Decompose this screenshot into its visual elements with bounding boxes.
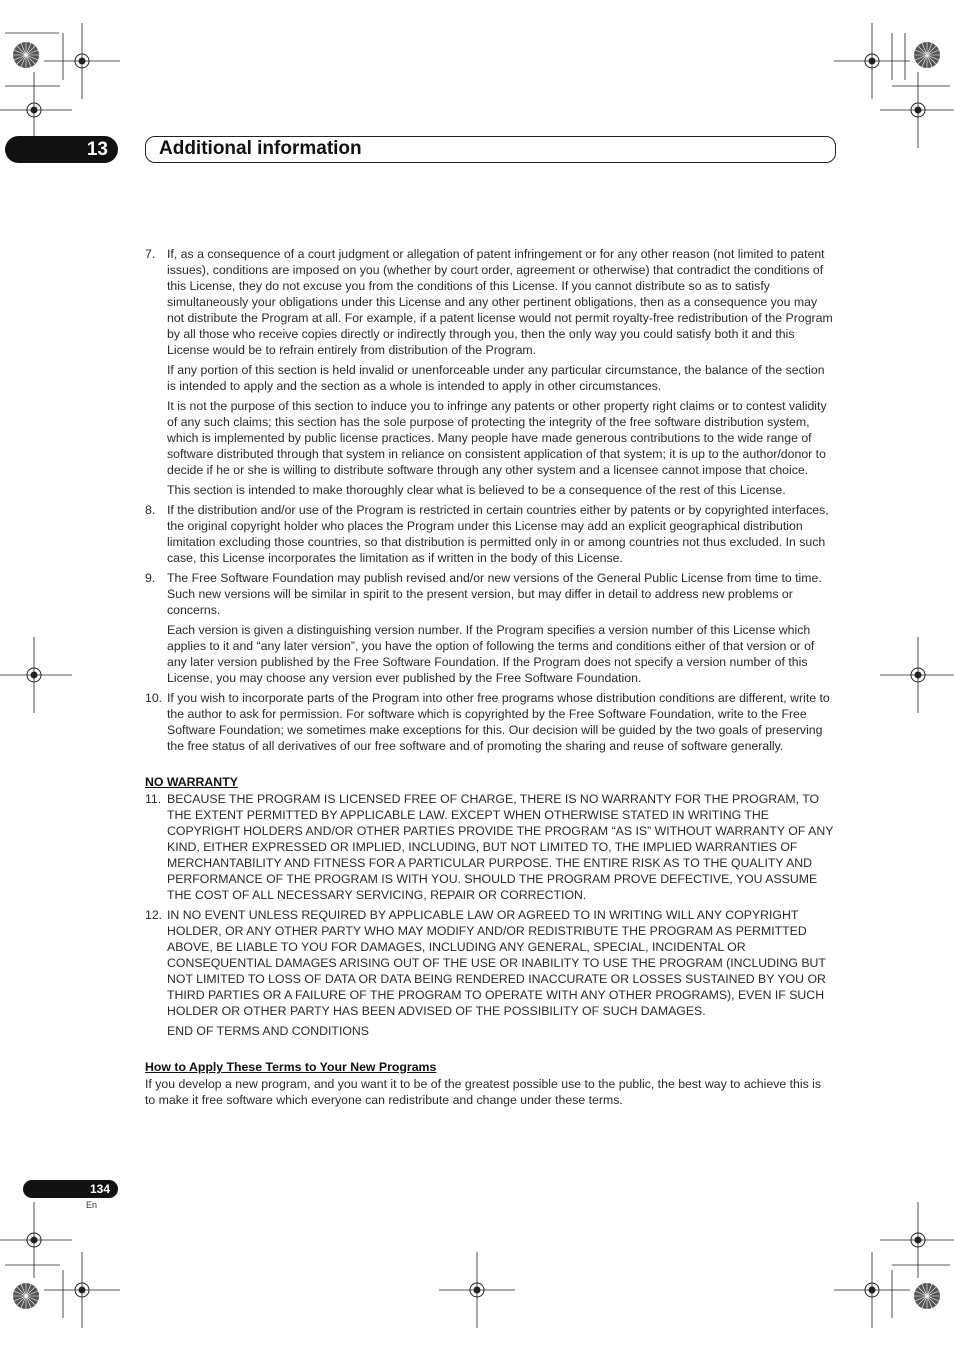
paragraph: BECAUSE THE PROGRAM IS LICENSED FREE OF CHARGE, THERE IS NO WARRANTY FOR THE PROGRAM, TO THE EXTENT PERMITTED BY APPLICABLE LAW. EXCEPT WHEN OTHERWISE STATED IN WRITING THE COPYRIGHT HOLDERS AND/OR OTHER PARTIES PROVIDE THE PROGRAM “AS IS” WITHOUT WARRANTY OF ANY KIND, EITHER EXPRESSED OR IMPLIED, INCLUDING, BUT NOT LIMITED TO, THE IMPLIED WARRANTIES OF MERCHANTABILITY AND FITNESS FOR A PARTICULAR PURPOSE. THE ENTIRE RISK AS TO THE QUALITY AND PERFORMANCE OF THE PROGRAM IS WITH YOU. SHOULD THE PROGRAM PROVE DEFECTIVE, YOU ASSUME THE COST OF ALL NECESSARY SERVICING, REPAIR OR CORRECTION. [167,792,834,902]
paragraph: If you wish to incorporate parts of the Program into other free programs whose distribution conditions are different, write to the author to ask for permission. For software which is copyrighted by the Free Software Foundation, write to the Free Software Foundation; we sometimes make exceptions for this. Our decision will be guided by the two goals of preserving the free status of all derivatives of our free software and of promoting the sharing and reuse of software generally. [167,691,830,753]
paragraph: IN NO EVENT UNLESS REQUIRED BY APPLICABLE LAW OR AGREED TO IN WRITING WILL ANY COPYRIGHT HOLDER, OR ANY OTHER PARTY WHO MAY MODIFY AND/OR REDISTRIBUTE THE PROGRAM AS PERMITTED ABOVE, BE LIABLE TO YOU FOR DAMAGES, INCLUDING ANY GENERAL, SPECIAL, INCIDENTAL OR CONSEQUENTIAL DAMAGES ARISING OUT OF THE USE OR INABILITY TO USE THE PROGRAM (INCLUDING BUT NOT LIMITED TO LOSS OF DATA OR DATA BEING RENDERED INACCURATE OR LOSSES SUSTAINED BY YOU OR THIRD PARTIES OR A FAILURE OF THE PROGRAM TO OPERATE WITH ANY OTHER PROGRAMS), EVEN IF SUCH HOLDER OR OTHER PARTY HAS BEEN ADVISED OF THE POSSIBILITY OF SUCH DAMAGES. [167,908,826,1018]
paragraph: If, as a consequence of a court judgment or allegation of patent infringement or for any other reason (not limited to patent issues), conditions are imposed on you (whether by court order, agreement or otherwise) that contradict the conditions of this License, they do not excuse you from the conditions of this License. If you cannot distribute so as to satisfy simultaneously your obligations under this License and any other pertinent obligations, then as a consequence you may not distribute the Program at all. For example, if a patent license would not permit royalty-free redistribution of the Program by all those who receive copies directly or indirectly through you, then the only way you could satisfy both it and this License would be to refrain entirely from distribution of the Program. [167,247,833,357]
license-text [145,246,834,1108]
how-to-apply-text: If you develop a new program, and you want it to be of the greatest possible use to the public, the best way to achieve this is to make it free software which everyone can redistribute and change under these terms. [145,1077,822,1107]
paragraph: If any portion of this section is held invalid or unenforceable under any particular circumstance, the balance of the section is intended to apply and the section as a whole is intended to apply in other circumstances. [167,363,825,393]
item-number: 11. [145,792,162,806]
paragraph: It is not the purpose of this section to induce you to infringe any patents or other property right claims or to contest validity of any such claims; this section has the sole purpose of protecting the integrity of the free software distribution system, which is implemented by public license practices. Many people have made generous contributions to the wide range of software distributed through that system in reliance on consistent application of that system; it is up to the author/donor to decide if he or she is willing to distribute software through any other system and a licensee cannot impose that choice. [167,399,827,477]
how-to-apply-heading: How to Apply These Terms to Your New Programs [145,1060,437,1074]
no-warranty-heading: NO WARRANTY [145,775,238,789]
page-title: Additional information [159,138,362,159]
paragraph: Each version is given a distinguishing version number. If the Program specifies a version number of this License which applies to it and “any later version”, you have the option of following the terms and conditions either of that version or of any later version published by the Free Software Foundation. If the Program does not specify a version number of this License, you may choose any version ever published by the Free Software Foundation. [167,623,815,685]
chapter-number: 13 [86,139,108,160]
item-number: 10. [145,691,163,705]
chapter-header [145,136,836,163]
language-code: En [86,1200,98,1210]
page-number-tab [23,1180,118,1198]
item-number: 12. [145,908,163,922]
list-item-12 [145,907,834,1039]
paragraph: The Free Software Foundation may publish revised and/or new versions of the General Public License from time to time. Such new versions will be similar in spirit to the present version, but may differ in detail to address new problems or concerns. [167,571,822,617]
item-number: 8. [145,503,156,517]
list-item-10 [145,690,834,754]
page-number: 134 [89,1182,110,1196]
paragraph: This section is intended to make thoroughly clear what is believed to be a consequence of the rest of this License. [167,483,786,497]
end-of-terms: END OF TERMS AND CONDITIONS [167,1024,370,1038]
list-item-8 [145,502,834,566]
chapter-number-tab [5,136,118,163]
list-item-11 [145,791,834,903]
list-item-7 [145,246,834,498]
item-number: 7. [145,247,156,261]
list-item-9 [145,570,834,686]
paragraph: If the distribution and/or use of the Program is restricted in certain countries either by patents or by copyrighted interfaces, the original copyright holder who places the Program under this License may add an explicit geographical distribution limitation excluding those countries, so that distribution is permitted only in or among countries not thus excluded. In such case, this License incorporates the limitation as if written in the body of this License. [167,503,829,565]
item-number: 9. [145,571,156,585]
